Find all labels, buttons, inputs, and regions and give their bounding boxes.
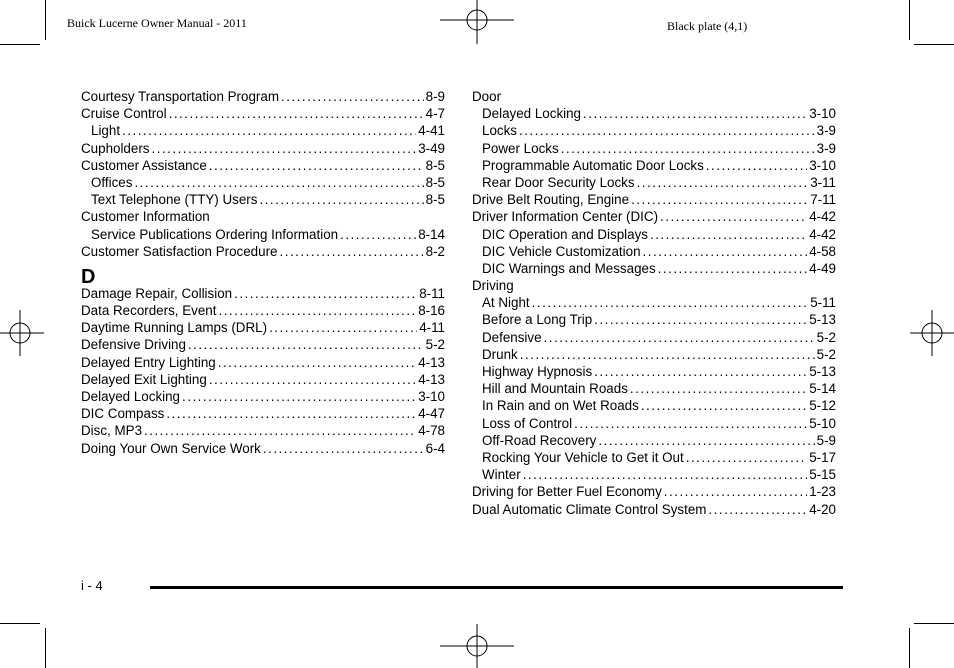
header-manual-title: Buick Lucerne Owner Manual - 2011 [67,16,247,30]
index-entry-page: 3-9 [816,140,836,156]
index-entry-page: 3-49 [418,140,445,156]
index-entry-text: Winter [482,467,521,483]
index-entry-text: Cupholders [81,140,150,156]
index-entry-text: Customer Information [81,209,210,225]
crop-mark [909,0,910,40]
index-entry-page: 6-4 [425,440,445,456]
index-entry [81,140,445,157]
dot-leader [637,174,809,191]
dot-leader [122,122,416,139]
index-entry [81,302,445,319]
index-entry-text: Off-Road Recovery [482,432,597,448]
index-entry-text: Power Locks [482,140,559,156]
crop-mark [914,44,954,45]
index-entry [81,105,445,122]
dot-leader [169,105,424,122]
dot-leader [209,157,424,174]
index-entry-text: Defensive [482,329,542,345]
index-entry [472,397,836,414]
index-entry-text: At Night [482,295,530,311]
index-heading [81,208,445,225]
index-entry-page: 3-10 [809,157,836,173]
index-entry-text: Offices [91,174,133,190]
index-entry-text: Doing Your Own Service Work [81,440,261,456]
index-entry-text: Customer Satisfaction Procedure [81,243,278,259]
dot-leader [631,191,808,208]
index-entry [472,329,836,346]
index-entry-page: 8-16 [418,303,445,319]
index-entry [472,140,836,157]
index-heading [472,88,836,105]
dot-leader [583,105,807,122]
index-entry [472,191,836,208]
dot-leader [706,157,807,174]
index-entry [81,354,445,371]
index-entry-text: Before a Long Trip [482,312,593,328]
index-entry [81,336,445,353]
dot-leader [182,388,416,405]
index-entry-page: 4-13 [418,371,445,387]
index-entry [472,174,836,191]
index-column-right [472,88,836,518]
index-entry-page: 5-15 [809,467,836,483]
index-entry-page: 8-5 [425,157,445,173]
index-entry-text: Courtesy Transportation Program [81,89,279,104]
dot-leader [532,294,809,311]
dot-leader [544,329,815,346]
index-entry-page: 1-23 [809,484,836,500]
index-entry-text: Door [472,89,502,104]
index-entry-text: Delayed Locking [81,389,181,404]
index-entry-text: Text Telephone (TTY) Users [91,192,258,208]
dot-leader [281,88,424,105]
index-entry-text: Driver Information Center (DIC) [472,209,659,225]
index-entry-page: 4-11 [419,320,445,336]
dot-leader [209,371,416,388]
dot-leader [188,336,424,353]
index-entry-page: 4-20 [809,501,836,517]
index-entry-page: 5-2 [816,329,836,345]
index-entry [472,415,836,432]
index-entry [81,88,445,105]
index-entry-page: 3-11 [810,174,836,190]
registration-mark-right [910,310,954,356]
index-entry [472,346,836,363]
index-entry-text: Delayed Entry Lighting [81,354,216,370]
index-entry-text: Driving [472,278,514,294]
index-entry [472,380,836,397]
index-column-left [81,88,445,457]
index-entry [472,363,836,380]
index-entry-page: 8-14 [418,226,445,242]
index-entry-text: DIC Operation and Displays [482,226,648,242]
index-entry [472,122,836,139]
dot-leader [561,140,815,157]
index-entry-text: Locks [482,123,517,139]
index-entry [81,371,445,388]
crop-mark [45,628,46,668]
dot-leader [650,226,807,243]
index-entry-page: 3-9 [816,123,836,139]
header-plate-label: Black plate (4,1) [667,19,748,33]
index-heading [472,277,836,294]
index-entry [81,122,445,139]
index-entry-text: Rocking Your Vehicle to Get it Out [482,449,684,465]
index-entry-text: Cruise Control [81,106,167,122]
dot-leader [641,397,807,414]
dot-leader [594,311,807,328]
index-entry [81,388,445,405]
dot-leader [523,466,807,483]
index-section-letter: D [81,265,96,288]
index-entry-page: 5-17 [809,449,836,465]
index-entry [472,449,836,466]
index-entry [81,440,445,457]
index-entry [472,226,836,243]
dot-leader [134,174,423,191]
index-entry [472,243,836,260]
index-entry-page: 5-13 [809,312,836,328]
index-entry-page: 4-7 [425,106,445,122]
dot-leader [660,208,807,225]
crop-mark [45,0,46,40]
dot-leader [280,243,424,260]
page-number: i - 4 [81,578,103,593]
index-entry-text: DIC Compass [81,406,165,422]
dot-leader [630,380,807,397]
crop-mark [0,44,40,45]
index-entry [81,191,445,208]
dot-leader [658,260,808,277]
index-entry-text: Delayed Locking [482,106,582,122]
dot-leader [151,140,416,157]
index-entry [81,285,445,302]
dot-leader [269,319,417,336]
registration-mark-bottom [440,624,514,668]
dot-leader [664,483,807,500]
dot-leader [519,122,815,139]
index-entry-text: Dual Automatic Climate Control System [472,501,707,517]
index-entry [472,260,836,277]
index-entry-text: Loss of Control [482,415,573,431]
index-entry-text: DIC Vehicle Customization [482,243,641,259]
index-entry-text: Programmable Automatic Door Locks [482,157,704,173]
index-entry [472,311,836,328]
index-entry-text: In Rain and on Wet Roads [482,398,639,414]
index-entry-page: 8-5 [425,174,445,190]
dot-leader [520,346,815,363]
index-entry-text: Drunk [482,346,518,362]
registration-mark-top [440,0,514,44]
dot-leader [144,422,416,439]
index-entry-page: 8-5 [425,192,445,208]
index-entry-page: 4-42 [809,226,836,242]
crop-mark [909,628,910,668]
index-entry [81,243,445,260]
index-entry-text: Hill and Mountain Roads [482,381,628,397]
index-entry-text: Defensive Driving [81,337,186,353]
dot-leader [708,501,807,518]
index-entry-page: 4-13 [418,354,445,370]
dot-leader [574,415,807,432]
index-entry [472,432,836,449]
index-entry-page: 5-12 [809,398,836,414]
index-entry-page: 8-2 [425,243,445,259]
index-entry-page: 5-9 [816,432,836,448]
dot-leader [643,243,808,260]
index-entry-page: 7-11 [810,192,836,208]
index-entry-page: 5-2 [425,337,445,353]
index-entry-text: Rear Door Security Locks [482,174,635,190]
index-entry-page: 4-41 [418,123,445,139]
index-entry [472,501,836,518]
index-entry-text: Daytime Running Lamps (DRL) [81,320,268,336]
index-entry-page: 8-9 [425,89,445,104]
index-entry-page: 5-11 [810,295,836,311]
dot-leader [686,449,807,466]
index-entry [81,422,445,439]
index-entry [472,105,836,122]
index-entry [472,483,836,500]
index-entry-text: Data Recorders, Event [81,303,217,319]
index-entry-text: Highway Hypnosis [482,364,593,379]
dot-leader [259,191,423,208]
dot-leader [598,432,814,449]
index-entry-text: Light [91,123,121,139]
index-entry-page: 4-58 [809,243,836,259]
dot-leader [263,440,424,457]
index-entry-page: 5-10 [809,415,836,431]
index-entry-page: 4-78 [418,423,445,439]
index-entry-page: 4-47 [418,406,445,422]
dot-leader [218,302,416,319]
crop-mark [0,623,40,624]
dot-leader [166,405,416,422]
index-entry-page: 3-10 [418,389,445,404]
index-entry [81,226,445,243]
index-entry-text: Driving for Better Fuel Economy [472,484,662,500]
index-entry-page: 5-2 [816,346,836,362]
index-entry-text: Damage Repair, Collision [81,285,233,301]
index-entry-text: Service Publications Ordering Information [91,226,339,242]
index-entry-page: 5-14 [809,381,836,397]
index-entry [81,157,445,174]
index-entry-text: Customer Assistance [81,157,207,173]
index-entry [81,405,445,422]
footer-rule [150,586,843,589]
dot-leader [218,354,416,371]
registration-mark-left [0,310,44,356]
index-entry-text: Drive Belt Routing, Engine [472,192,630,208]
crop-mark [914,623,954,624]
index-entry-text: Disc, MP3 [81,423,143,439]
index-entry-text: Delayed Exit Lighting [81,371,207,387]
index-entry [81,319,445,336]
index-entry [472,208,836,225]
index-entry-page: 4-42 [809,209,836,225]
index-entry [472,466,836,483]
index-entry-page: 4-49 [809,260,836,276]
index-entry-page: 5-13 [809,364,836,379]
dot-leader [234,285,417,302]
index-entry [81,174,445,191]
index-entry [472,294,836,311]
index-entry-text: DIC Warnings and Messages [482,260,656,276]
index-entry-page: 3-10 [809,106,836,122]
dot-leader [340,226,416,243]
index-entry-page: 8-11 [419,285,445,301]
index-entry [472,157,836,174]
dot-leader [594,363,807,380]
